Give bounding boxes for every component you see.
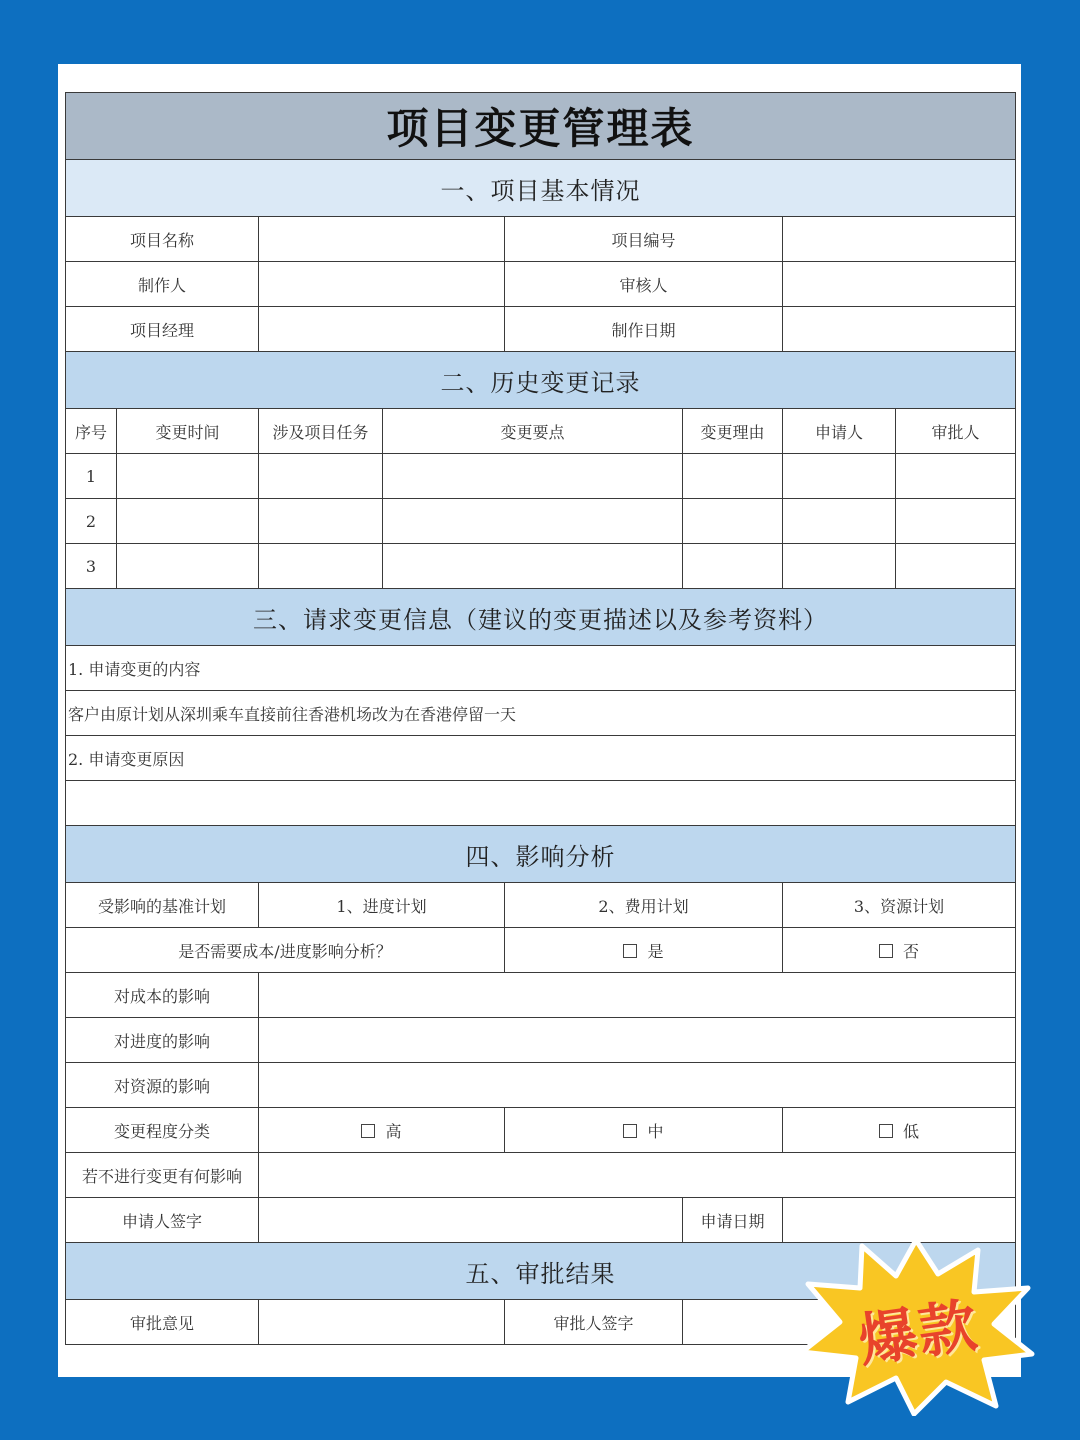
field-project-name[interactable] <box>259 217 505 262</box>
checkbox-icon[interactable] <box>879 944 893 958</box>
cell[interactable] <box>896 499 1016 544</box>
checkbox-yes-label: 是 <box>647 941 664 961</box>
change-reason-field[interactable] <box>66 781 1016 826</box>
checkbox-medium-label: 中 <box>647 1121 664 1141</box>
approver-sign-label: 审批人签字 <box>505 1300 683 1345</box>
apply-date-label: 申请日期 <box>683 1198 783 1243</box>
cell[interactable] <box>117 454 259 499</box>
section3-heading: 三、请求变更信息（建议的变更描述以及参考资料） <box>66 589 1016 646</box>
header-change-points: 变更要点 <box>383 409 683 454</box>
cost-impact-field[interactable] <box>259 973 1016 1018</box>
cell[interactable] <box>259 499 383 544</box>
form-table <box>65 92 1016 1345</box>
cell[interactable] <box>783 499 896 544</box>
checkbox-icon[interactable] <box>361 1124 375 1138</box>
row-number: 2 <box>66 499 117 544</box>
label-reviewer: 审核人 <box>505 262 783 307</box>
field-project-number[interactable] <box>783 217 1016 262</box>
label-project-number: 项目编号 <box>505 217 783 262</box>
change-content-label: 1. 申请变更的内容 <box>66 646 1016 691</box>
header-task: 涉及项目任务 <box>259 409 383 454</box>
baseline-plan-label: 受影响的基准计划 <box>66 883 259 928</box>
checkbox-icon[interactable] <box>623 944 637 958</box>
header-seq: 序号 <box>66 409 117 454</box>
cell[interactable] <box>383 454 683 499</box>
applicant-sign-field[interactable] <box>259 1198 683 1243</box>
checkbox-yes[interactable] <box>505 928 783 973</box>
section2-heading: 二、历史变更记录 <box>66 352 1016 409</box>
checkbox-icon[interactable] <box>879 1124 893 1138</box>
resource-impact-label: 对资源的影响 <box>66 1063 259 1108</box>
no-change-impact-label: 若不进行变更有何影响 <box>66 1153 259 1198</box>
change-degree-label: 变更程度分类 <box>66 1108 259 1153</box>
table-row <box>66 454 1016 499</box>
field-reviewer[interactable] <box>783 262 1016 307</box>
cell[interactable] <box>783 454 896 499</box>
page-title: 项目变更管理表 <box>66 93 1016 160</box>
field-create-date[interactable] <box>783 307 1016 352</box>
row-number: 1 <box>66 454 117 499</box>
header-applicant: 申请人 <box>783 409 896 454</box>
option-resource-plan[interactable]: 3、资源计划 <box>783 883 1016 928</box>
label-create-date: 制作日期 <box>505 307 783 352</box>
cell[interactable] <box>896 454 1016 499</box>
field-creator[interactable] <box>259 262 505 307</box>
cell[interactable] <box>783 544 896 589</box>
checkbox-low[interactable] <box>783 1108 1016 1153</box>
change-content-field[interactable]: 客户由原计划从深圳乘车直接前往香港机场改为在香港停留一天 <box>66 691 1016 736</box>
change-reason-label: 2. 申请变更原因 <box>66 736 1016 781</box>
header-approver: 审批人 <box>896 409 1016 454</box>
cell[interactable] <box>683 544 783 589</box>
section1-heading: 一、项目基本情况 <box>66 160 1016 217</box>
change-management-form <box>65 92 1015 1345</box>
cell[interactable] <box>117 544 259 589</box>
cell[interactable] <box>383 499 683 544</box>
schedule-impact-field[interactable] <box>259 1018 1016 1063</box>
cell[interactable] <box>383 544 683 589</box>
cell[interactable] <box>896 544 1016 589</box>
table-row <box>66 499 1016 544</box>
table-row <box>66 544 1016 589</box>
option-schedule-plan[interactable]: 1、进度计划 <box>259 883 505 928</box>
analysis-question: 是否需要成本/进度影响分析？ <box>66 928 505 973</box>
section5-heading: 五、审批结果 <box>66 1243 1016 1300</box>
option-cost-plan[interactable]: 2、费用计划 <box>505 883 783 928</box>
checkbox-no[interactable] <box>783 928 1016 973</box>
header-reason: 变更理由 <box>683 409 783 454</box>
label-project-manager: 项目经理 <box>66 307 259 352</box>
cost-impact-label: 对成本的影响 <box>66 973 259 1018</box>
checkbox-icon[interactable] <box>623 1124 637 1138</box>
approval-opinion-label: 审批意见 <box>66 1300 259 1345</box>
resource-impact-field[interactable] <box>259 1063 1016 1108</box>
cell[interactable] <box>117 499 259 544</box>
label-creator: 制作人 <box>66 262 259 307</box>
field-project-manager[interactable] <box>259 307 505 352</box>
checkbox-low-label: 低 <box>903 1121 920 1141</box>
approval-opinion-field[interactable] <box>259 1300 505 1345</box>
cell[interactable] <box>683 454 783 499</box>
no-change-impact-field[interactable] <box>259 1153 1016 1198</box>
header-change-time: 变更时间 <box>117 409 259 454</box>
schedule-impact-label: 对进度的影响 <box>66 1018 259 1063</box>
section4-heading: 四、影响分析 <box>66 826 1016 883</box>
cell[interactable] <box>683 499 783 544</box>
cell[interactable] <box>259 454 383 499</box>
applicant-sign-label: 申请人签字 <box>66 1198 259 1243</box>
checkbox-medium[interactable] <box>505 1108 783 1153</box>
hot-badge-text: 爆款 <box>854 1290 983 1375</box>
checkbox-no-label: 否 <box>903 941 920 961</box>
label-project-name: 项目名称 <box>66 217 259 262</box>
checkbox-high[interactable] <box>259 1108 505 1153</box>
checkbox-high-label: 高 <box>385 1121 402 1141</box>
row-number: 3 <box>66 544 117 589</box>
cell[interactable] <box>259 544 383 589</box>
